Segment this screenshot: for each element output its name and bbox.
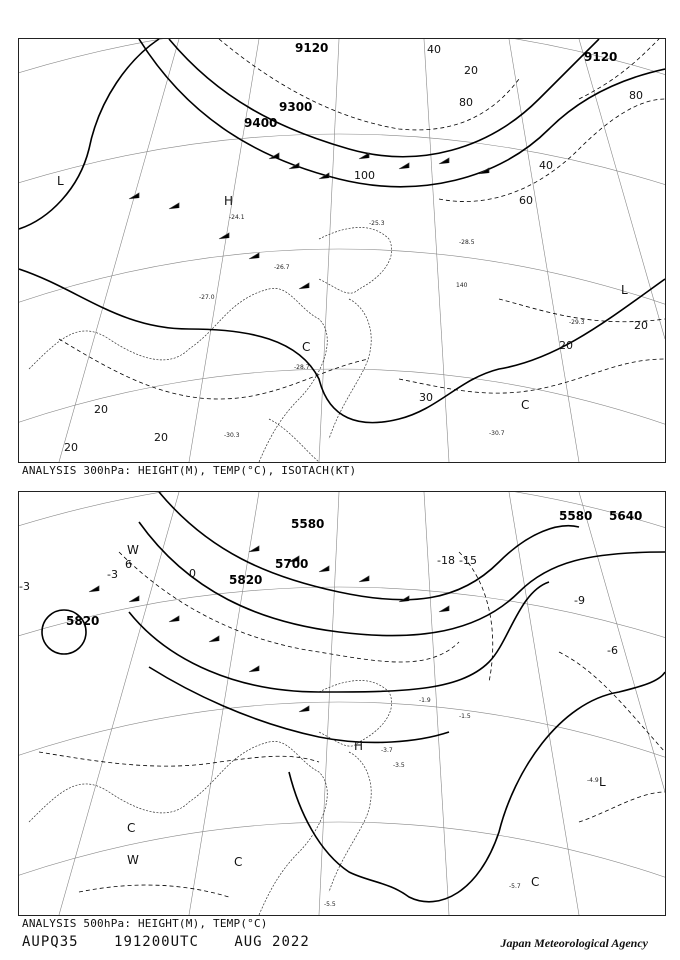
temp-plot: -25.3 [369, 220, 385, 227]
isotach-label: 20 [634, 319, 648, 332]
temp-plot: -30.7 [489, 430, 505, 437]
station-value: -3.5 [393, 762, 405, 769]
height-label: 9120 [584, 50, 618, 64]
isotach-label: 40 [539, 159, 553, 172]
warm-center: W [127, 853, 139, 867]
isotherm-label: 0 [189, 567, 196, 580]
isotach-label: 20 [64, 441, 78, 454]
station-value: -1.5 [459, 713, 471, 720]
cold-center: C [531, 875, 540, 889]
cold-center: C [234, 855, 243, 869]
height-label: 5580 [559, 509, 593, 523]
map-panel-300hpa [18, 38, 666, 463]
isotach-label: 20 [154, 431, 168, 444]
station-value: -4.9 [587, 777, 599, 784]
chart-code: AUPQ35 [22, 934, 79, 950]
temp-plot: -24.1 [229, 214, 245, 221]
low-center: L [57, 174, 64, 188]
height-label: 9300 [279, 100, 313, 114]
isotach-label: 20 [464, 64, 478, 77]
isotherm-label: -18 [437, 554, 455, 567]
agency-name: Japan Meteorological Agency [500, 936, 648, 950]
height-label: 9120 [295, 41, 329, 55]
map-300hpa [19, 39, 665, 462]
meridian-label: 140 [456, 282, 468, 289]
isotach-contours [59, 39, 665, 399]
isotherm-label: -3 [107, 568, 118, 581]
isotach-label: 30 [419, 391, 433, 404]
height-label: 5640 [609, 509, 643, 523]
height-label: 9400 [244, 116, 278, 130]
coastline [29, 227, 392, 462]
isotach-label: 60 [519, 194, 533, 207]
low-center: L [599, 775, 606, 789]
cold-center: C [521, 398, 530, 412]
cold-center: C [302, 340, 311, 354]
valid-time: 191200UTC [114, 934, 199, 950]
isotherm-contours [39, 552, 665, 897]
high-center: H [354, 739, 364, 753]
cold-center: C [127, 821, 136, 835]
height-label: 5700 [275, 557, 309, 571]
isotach-label: 80 [629, 89, 643, 102]
temp-plot: -28.7 [294, 364, 310, 371]
station-value: -1.9 [419, 697, 431, 704]
caption-300hpa: ANALYSIS 300hPa: HEIGHT(M), TEMP(°C), ISOTACH(KT) [22, 464, 357, 477]
isotherm-label: 6 [125, 558, 132, 571]
temp-plot: -26.7 [274, 264, 290, 271]
map-panel-500hpa [18, 491, 666, 916]
map-500hpa [19, 492, 665, 915]
graticule [19, 39, 665, 462]
isotach-label: 80 [459, 96, 473, 109]
chart-identifier [22, 934, 336, 950]
chart-date: AUG 2022 [234, 934, 310, 950]
isotach-label: 40 [427, 43, 441, 56]
temp-plot: -27.0 [199, 294, 215, 301]
low-center: L [621, 283, 628, 297]
temp-plot: -29.3 [569, 319, 585, 326]
coastline [29, 680, 392, 915]
isotach-label: 20 [94, 403, 108, 416]
temp-plot: -30.3 [224, 432, 240, 439]
high-center: H [224, 194, 234, 208]
isotherm-label: -9 [574, 594, 585, 607]
height-label: 5820 [229, 573, 263, 587]
isotherm-label: -6 [607, 644, 618, 657]
isotherm-label: -3 [19, 580, 30, 593]
warm-center: W [127, 543, 139, 557]
height-label: 5820 [66, 614, 100, 628]
isotach-label: 100 [354, 169, 375, 182]
isotherm-label: -15 [459, 554, 477, 567]
caption-500hpa: ANALYSIS 500hPa: HEIGHT(M), TEMP(°C) [22, 917, 268, 930]
height-contours [19, 39, 665, 423]
station-value: -5.5 [324, 901, 336, 908]
isotach-label: 20 [559, 339, 573, 352]
station-value: -5.7 [509, 883, 521, 890]
graticule [19, 492, 665, 915]
station-value: -3.7 [381, 747, 393, 754]
height-label: 5580 [291, 517, 325, 531]
temp-plot: -28.5 [459, 239, 475, 246]
